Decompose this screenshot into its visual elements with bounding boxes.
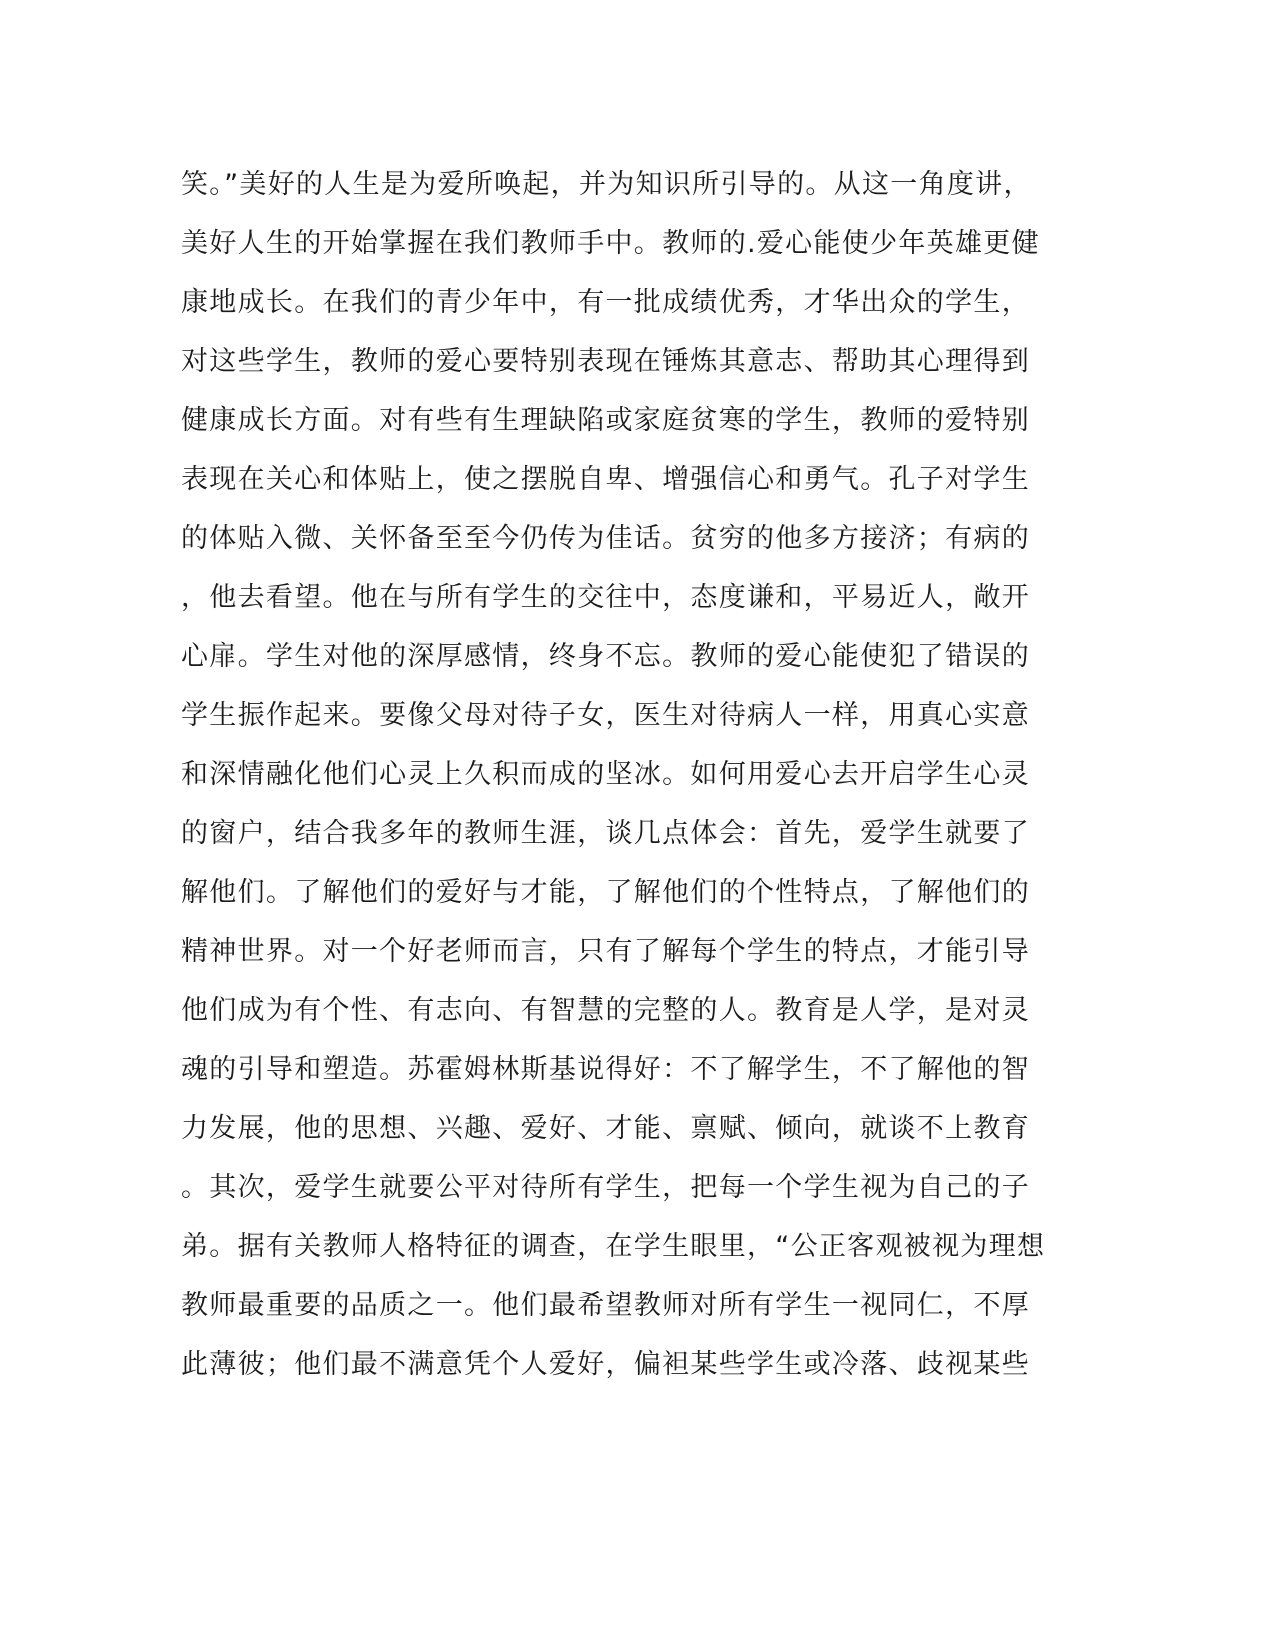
text-line: 学生振作起来。要像父母对待子女，医生对待病人一样，用真心实意 <box>181 700 1030 731</box>
text-line: 。其次，爱学生就要公平对待所有学生，把每一个学生视为自己的子 <box>181 1172 1030 1203</box>
text-line: 教师最重要的品质之一。他们最希望教师对所有学生一视同仁，不厚 <box>181 1290 1030 1321</box>
text-line: 他们成为有个性、有志向、有智慧的完整的人。教育是人学，是对灵 <box>181 995 1030 1026</box>
text-line: 和深情融化他们心灵上久积而成的坚冰。如何用爱心去开启学生心灵 <box>181 759 1030 790</box>
text-line: 表现在关心和体贴上，使之摆脱自卑、增强信心和勇气。孔子对学生 <box>181 464 1030 495</box>
text-line: 笑。”美好的人生是为爱所唤起，并为知识所引导的。从这一角度讲， <box>181 169 1032 200</box>
body-text <box>181 155 1061 1394</box>
text-line: 美好人生的开始掌握在我们教师手中。教师的.爱心能使少年英雄更健 <box>181 228 1040 259</box>
text-line: 的体贴入微、关怀备至至今仍传为佳话。贫穷的他多方接济；有病的 <box>181 523 1030 554</box>
text-line: 弟。据有关教师人格特征的调查，在学生眼里，“公正客观被视为理想 <box>181 1231 1046 1262</box>
text-line: 心扉。学生对他的深厚感情，终身不忘。教师的爱心能使犯了错误的 <box>181 641 1030 672</box>
text-line: 对这些学生，教师的爱心要特别表现在锤炼其意志、帮助其心理得到 <box>181 346 1030 377</box>
text-line: 魂的引导和塑造。苏霍姆林斯基说得好：不了解学生，不了解他的智 <box>181 1054 1030 1085</box>
text-line: 健康成长方面。对有些有生理缺陷或家庭贫寒的学生，教师的爱特别 <box>181 405 1030 436</box>
text-line: 力发展，他的思想、兴趣、爱好、才能、禀赋、倾向，就谈不上教育 <box>181 1113 1030 1144</box>
text-line: 此薄彼；他们最不满意凭个人爱好，偏袒某些学生或冷落、歧视某些 <box>181 1349 1030 1380</box>
text-line: 康地成长。在我们的青少年中，有一批成绩优秀，才华出众的学生， <box>181 287 1030 318</box>
text-line: ，他去看望。他在与所有学生的交往中，态度谦和，平易近人，敞开 <box>181 582 1030 613</box>
text-line: 解他们。了解他们的爱好与才能，了解他们的个性特点，了解他们的 <box>181 877 1030 908</box>
text-line: 精神世界。对一个好老师而言，只有了解每个学生的特点，才能引导 <box>181 936 1030 967</box>
text-line: 的窗户，结合我多年的教师生涯，谈几点体会：首先，爱学生就要了 <box>181 818 1030 849</box>
